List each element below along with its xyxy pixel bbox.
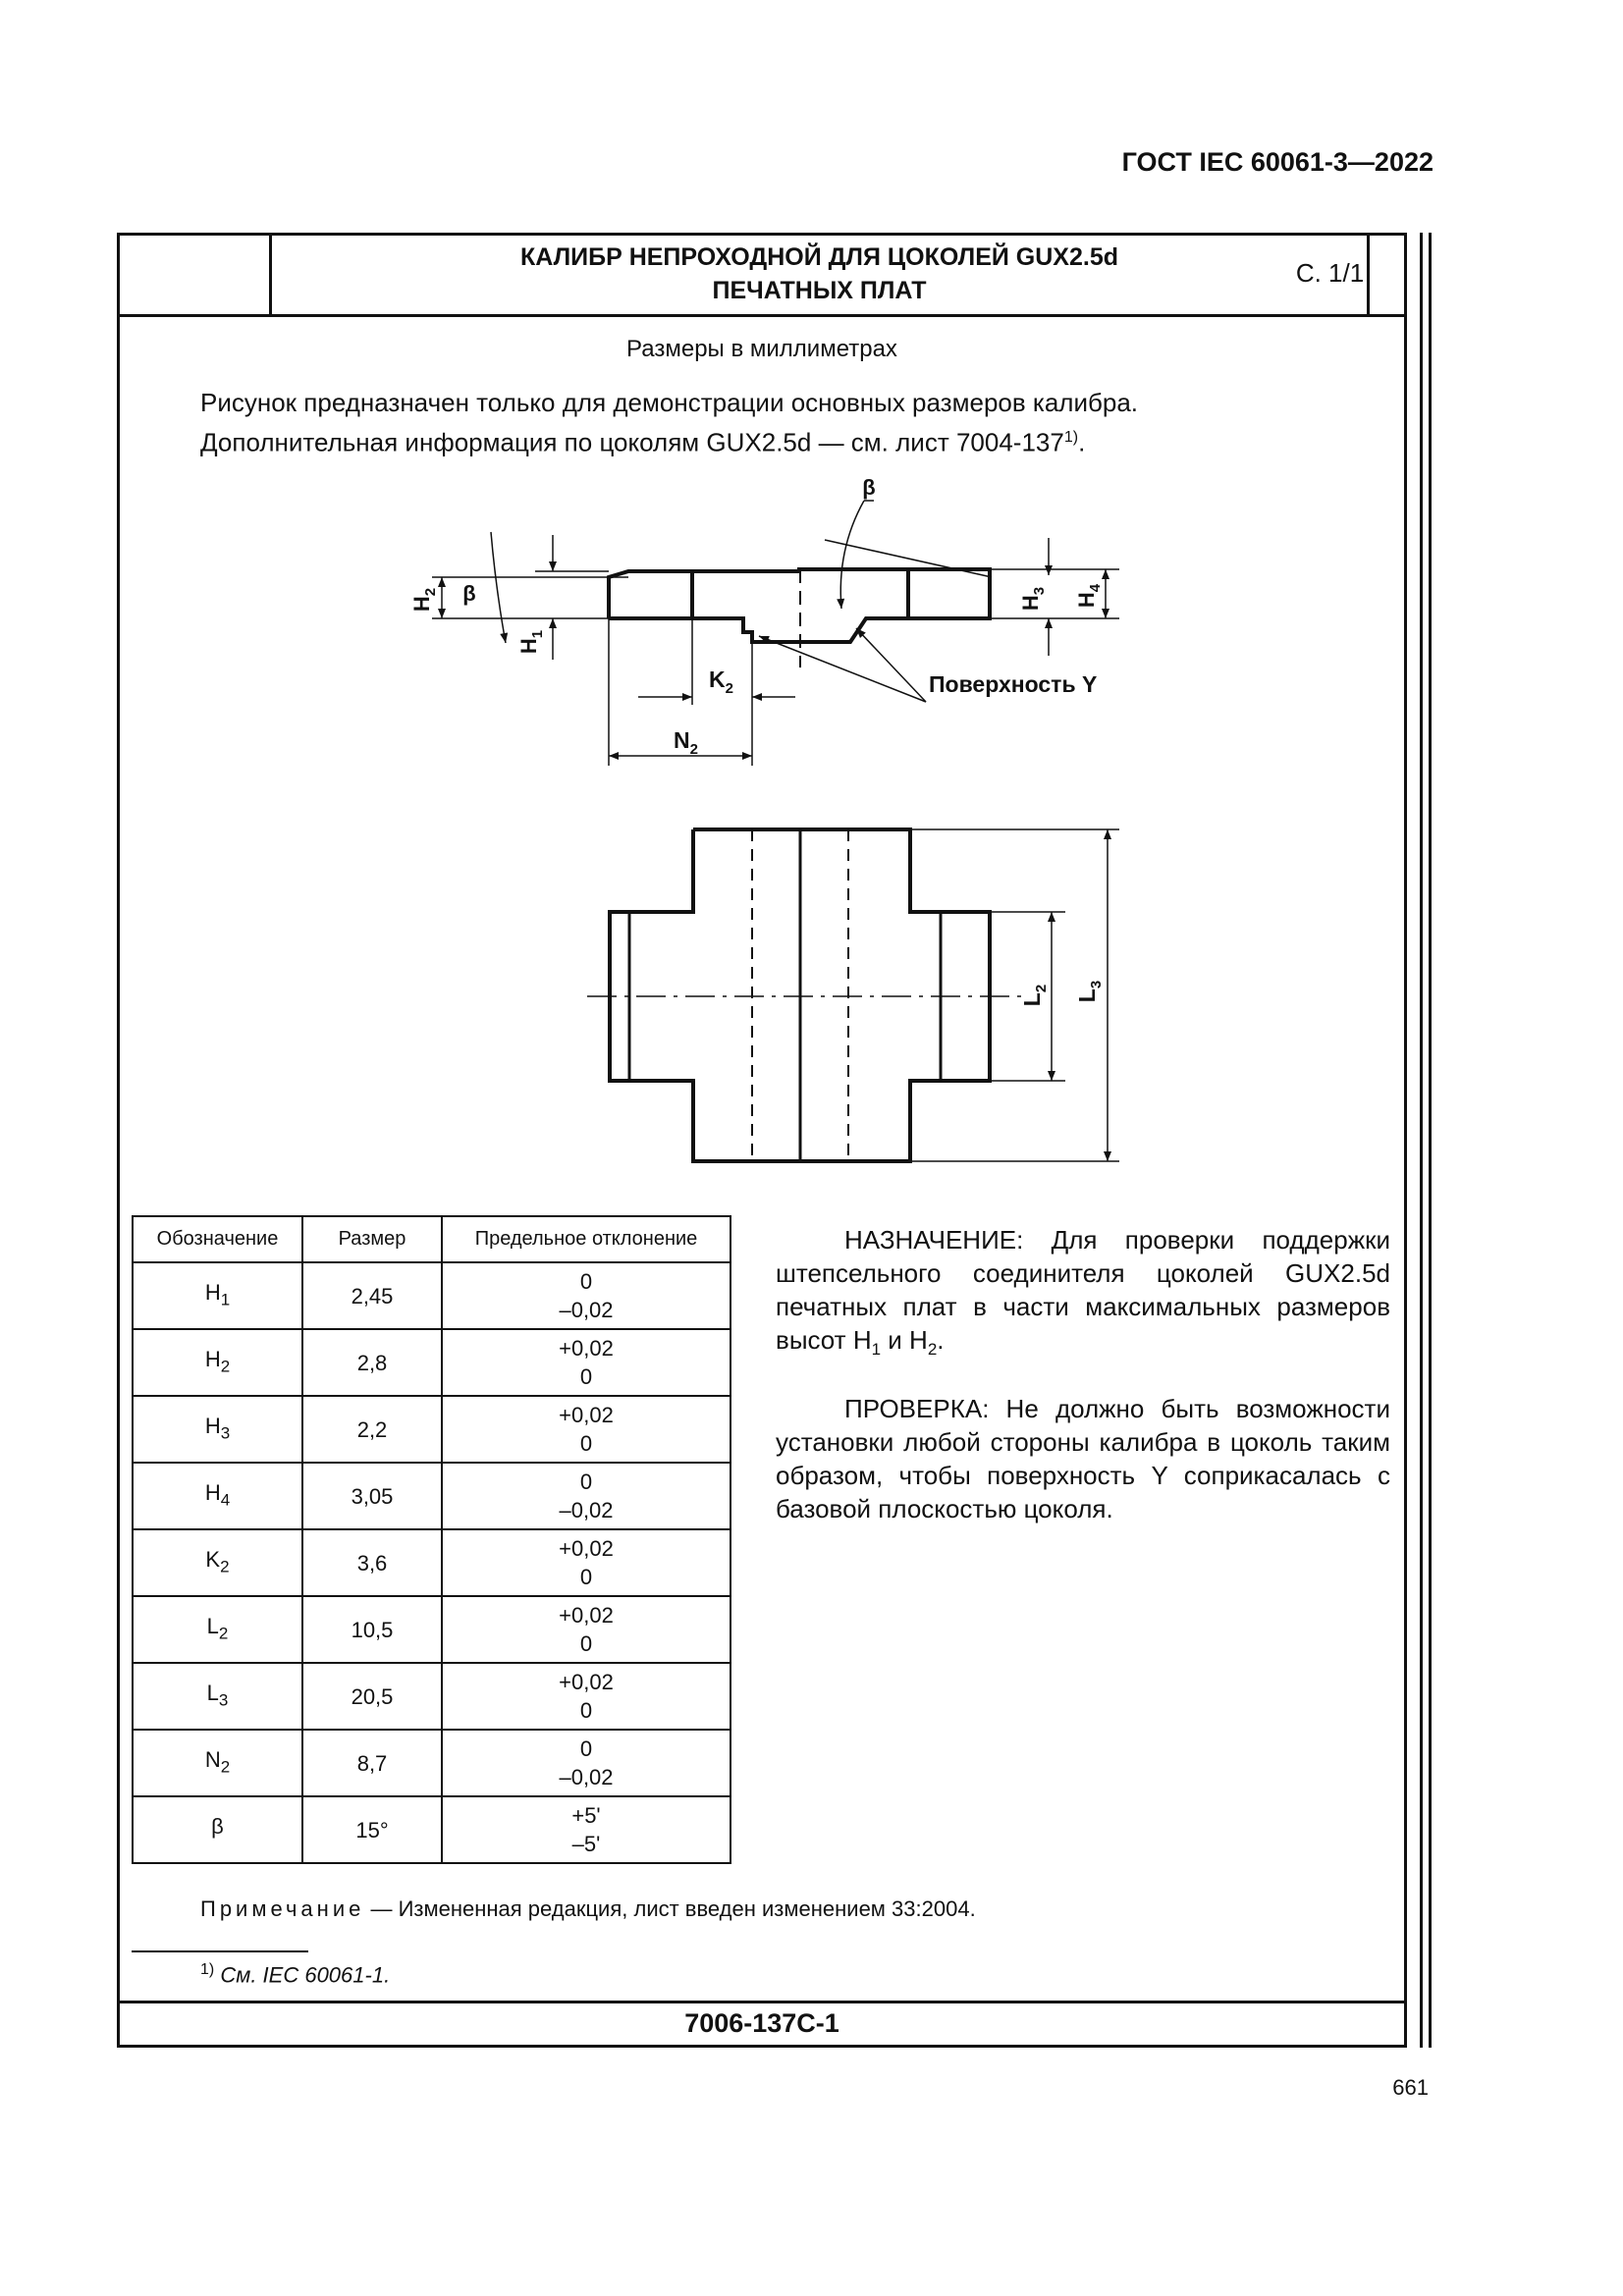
title-line-1: КАЛИБР НЕПРОХОДНОЙ ДЛЯ ЦОКОЛЕЙ GUX2.5d — [519, 242, 1118, 271]
cell-tolerance: 0 –0,02 — [442, 1463, 730, 1529]
cell-size: 3,05 — [302, 1463, 442, 1529]
cell-size: 2,8 — [302, 1329, 442, 1396]
table-row — [133, 1262, 730, 1329]
header-tolerance: Предельное отклонение — [442, 1216, 730, 1262]
dim-label-K2: $K_2$ — [709, 667, 733, 697]
dim-label-H3: $H_3$ — [1018, 586, 1048, 612]
table-row — [133, 1796, 730, 1863]
dimensions-table — [132, 1215, 731, 1864]
table-header-row — [133, 1216, 730, 1262]
surface-y-label: Поверхность Y — [929, 671, 1098, 697]
table-row — [133, 1596, 730, 1663]
header-size: Размер — [302, 1216, 442, 1262]
cell-designation: $H_3$ — [133, 1396, 302, 1463]
cell-tolerance: 0 –0,02 — [442, 1262, 730, 1329]
intro-line-2: Дополнительная информация по цоколям GUX2.5d — см. лист 7004-137$^{1)}$. — [200, 427, 1086, 457]
footnote-rule — [132, 1950, 308, 1952]
dim-label-H1: $H_1$ — [516, 629, 546, 655]
footer-rule — [117, 2001, 1407, 2003]
cell-size: 2,45 — [302, 1262, 442, 1329]
cell-tolerance: +0,02 0 — [442, 1529, 730, 1596]
cell-tolerance: +0,02 0 — [442, 1396, 730, 1463]
cell-designation: β — [133, 1796, 302, 1863]
cell-designation: $K_2$ — [133, 1529, 302, 1596]
cell-size: 10,5 — [302, 1596, 442, 1663]
cell-designation: $L_3$ — [133, 1663, 302, 1730]
cell-designation: $H_1$ — [133, 1262, 302, 1329]
table-row — [133, 1463, 730, 1529]
cell-size: 2,2 — [302, 1396, 442, 1463]
note: Примечание — Измененная редакция, лист введен изменением 33:2004. — [200, 1896, 976, 1921]
table-row — [133, 1396, 730, 1463]
dim-label-beta-left: β — [462, 581, 476, 606]
cell-designation: $H_2$ — [133, 1329, 302, 1396]
cell-tolerance: +5' –5' — [442, 1796, 730, 1863]
table-row — [133, 1329, 730, 1396]
header-designation: Обозначение — [133, 1216, 302, 1262]
intro-line-1: Рисунок предназначен только для демонстрации основных размеров калибра. — [200, 388, 1139, 417]
cell-size: 15° — [302, 1796, 442, 1863]
side-view-labels — [409, 475, 1104, 758]
sheet-number: С. 1/1 — [1295, 258, 1365, 288]
cell-tolerance: +0,02 0 — [442, 1329, 730, 1396]
cell-size: 3,6 — [302, 1529, 442, 1596]
table-row — [133, 1529, 730, 1596]
cell-designation: $N_2$ — [133, 1730, 302, 1796]
check-paragraph: ПРОВЕРКА: Не должно быть возможности установки любой стороны калибра в цоколь таким образом, чтобы поверхность Y соприкасалась с базовой плоскостью цоколя. — [776, 1394, 1390, 1524]
purpose-paragraph: НАЗНАЧЕНИЕ: Для проверки поддержки штепсельного соединителя цоколей GUX2.5d печатных плат в части максимальных размеров высот $H_1$ и $H_2$. — [776, 1225, 1390, 1360]
cell-designation: $H_4$ — [133, 1463, 302, 1529]
units-caption: Размеры в миллиметрах — [626, 336, 897, 362]
page-number: 661 — [1392, 2075, 1429, 2100]
cell-size: 8,7 — [302, 1730, 442, 1796]
dim-label-N2: $N_2$ — [674, 727, 698, 758]
cell-tolerance: 0 –0,02 — [442, 1730, 730, 1796]
footnote: $^{1)}$ См. IEC 60061-1. — [200, 1961, 391, 1988]
table-row — [133, 1663, 730, 1730]
table-row — [133, 1730, 730, 1796]
dim-label-L2: $L_2$ — [1019, 984, 1050, 1007]
dim-label-L3: $L_3$ — [1074, 980, 1105, 1003]
cell-tolerance: +0,02 0 — [442, 1596, 730, 1663]
cell-size: 20,5 — [302, 1663, 442, 1730]
cell-tolerance: +0,02 0 — [442, 1663, 730, 1730]
plan-view-labels — [1019, 981, 1105, 1006]
cell-designation: $L_2$ — [133, 1596, 302, 1663]
standard-header: ГОСТ IEC 60061-3—2022 — [1121, 147, 1434, 177]
dim-label-beta-right: β — [862, 475, 876, 500]
purpose-text — [776, 1223, 1390, 1551]
dim-label-H4: $H_4$ — [1074, 583, 1104, 609]
sheet-code: 7006-137С-1 — [684, 2008, 839, 2038]
title-line-2: ПЕЧАТНЫХ ПЛАТ — [712, 276, 927, 304]
dim-label-H2: $H_2$ — [409, 587, 439, 613]
